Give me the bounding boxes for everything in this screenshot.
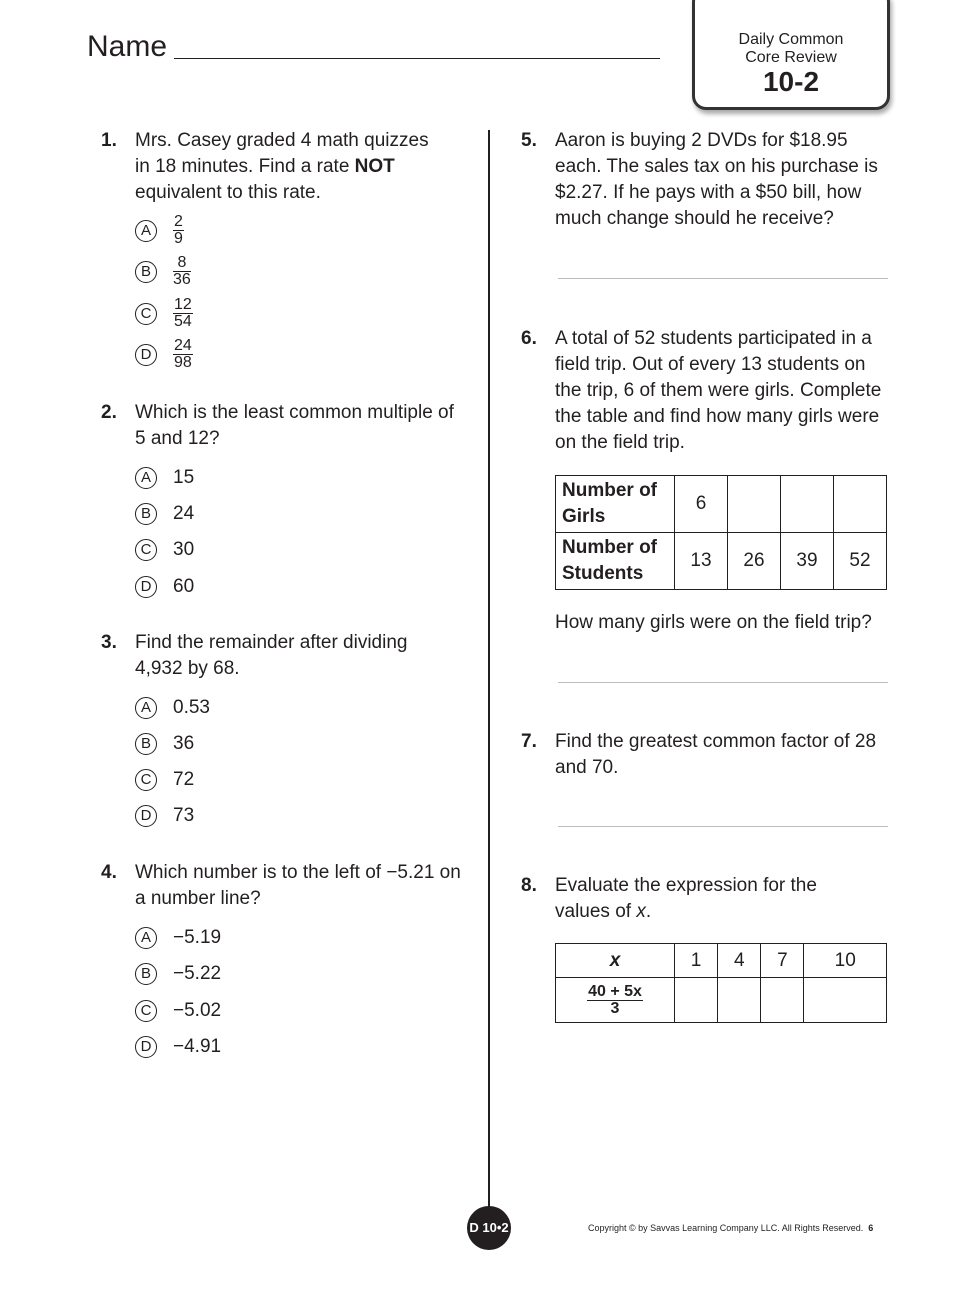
page-badge: D 10•2 [467, 1206, 511, 1250]
option-value: −5.22 [173, 963, 222, 985]
question-text: A total of 52 students participated in a field trip. Out of every 13 students on the trip, 6 of them were girls. Complete the table and find how many girls were on the field trip. [555, 328, 882, 453]
table-cell-blank[interactable] [834, 476, 887, 533]
emphasis: NOT [354, 156, 395, 177]
option-value: 72 [173, 769, 195, 791]
fraction [173, 255, 191, 288]
option-d[interactable] [135, 805, 194, 827]
question-text: Evaluate the expression for the values of [555, 875, 817, 922]
row-header: Number of Students [556, 533, 675, 590]
bubble-icon[interactable]: C [135, 769, 157, 791]
answer-line[interactable] [558, 682, 888, 683]
answer-line[interactable] [558, 826, 888, 827]
copyright [588, 1223, 873, 1233]
bubble-icon[interactable]: A [135, 467, 157, 489]
option-d[interactable] [135, 338, 193, 371]
question-number: 5. [521, 130, 537, 151]
answer-line[interactable] [558, 278, 888, 279]
option-value: −5.02 [173, 1000, 222, 1022]
table-cell-blank[interactable] [804, 978, 887, 1023]
question-number: 6. [521, 328, 537, 349]
bubble-icon[interactable]: B [135, 963, 157, 985]
question-number: 4. [101, 862, 117, 883]
option-d[interactable] [135, 1036, 221, 1058]
option-value: 73 [173, 805, 195, 827]
question-text: Aaron is buying 2 DVDs for $18.95 each. The sales tax on his purchase is $2.27. If he pays with a $50 bill, how much change should he receive? [555, 130, 878, 229]
option-b[interactable] [135, 255, 191, 288]
bubble-icon[interactable]: A [135, 220, 157, 242]
option-b[interactable] [135, 963, 221, 985]
bubble-icon[interactable]: D [135, 576, 157, 598]
table-cell: 39 [781, 533, 834, 590]
column-divider [488, 130, 490, 1220]
question-number: 8. [521, 875, 537, 896]
table-cell: 10 [804, 944, 887, 978]
table-cell: 4 [718, 944, 761, 978]
table-cell: 52 [834, 533, 887, 590]
bubble-icon[interactable]: B [135, 503, 157, 525]
question-number: 7. [521, 731, 537, 752]
table-cell: 7 [761, 944, 804, 978]
question-number: 2. [101, 402, 117, 423]
title-box [692, 0, 890, 110]
option-b[interactable] [135, 733, 194, 755]
numerator: 2 [174, 213, 183, 230]
table-row [556, 978, 887, 1023]
copyright-text: Copyright © by Savvas Learning Company LLC. All Rights Reserved. [588, 1223, 864, 1233]
table-cell-blank[interactable] [718, 978, 761, 1023]
fraction [173, 338, 193, 371]
bubble-icon[interactable]: D [135, 344, 157, 366]
lesson-code: 10-2 [762, 66, 820, 97]
title-line1: Daily Common [738, 31, 844, 48]
option-value: 0.53 [173, 697, 210, 719]
table-row [556, 533, 887, 590]
bubble-icon[interactable]: B [135, 733, 157, 755]
variable: x [636, 901, 646, 922]
table-cell-blank[interactable] [728, 476, 781, 533]
option-value: 36 [173, 733, 195, 755]
fraction [173, 297, 193, 330]
table-cell-blank[interactable] [781, 476, 834, 533]
bubble-icon[interactable]: C [135, 539, 157, 561]
name-label: Name [87, 30, 168, 63]
question-text: equivalent to this rate. [135, 182, 321, 203]
bubble-icon[interactable]: D [135, 805, 157, 827]
option-value: −5.19 [173, 927, 222, 949]
option-value: 30 [173, 539, 195, 561]
table-cell: 6 [675, 476, 728, 533]
table-cell-blank[interactable] [675, 978, 718, 1023]
bubble-icon[interactable]: D [135, 1036, 157, 1058]
option-value: 60 [173, 576, 195, 598]
question-number: 1. [101, 130, 117, 151]
table-cell-blank[interactable] [761, 978, 804, 1023]
followup-question: How many girls were on the field trip? [555, 612, 872, 633]
option-d[interactable] [135, 576, 194, 598]
option-c[interactable] [135, 1000, 221, 1022]
option-b[interactable] [135, 503, 194, 525]
bubble-icon[interactable]: B [135, 261, 157, 283]
ratio-table [555, 475, 887, 590]
numerator: 24 [174, 337, 192, 354]
numerator: 8 [173, 255, 191, 272]
expression-cell [556, 978, 675, 1023]
denominator: 54 [174, 313, 192, 330]
option-c[interactable] [135, 297, 193, 330]
question-text: Find the greatest common factor of 28 and 70. [555, 731, 877, 778]
denominator: 36 [173, 271, 191, 288]
denominator: 3 [610, 999, 620, 1017]
fraction [173, 214, 184, 247]
option-a[interactable] [135, 697, 210, 719]
option-a[interactable] [135, 214, 184, 247]
table-row [556, 476, 887, 533]
numerator: 12 [174, 296, 192, 313]
option-c[interactable] [135, 769, 194, 791]
bubble-icon[interactable]: C [135, 1000, 157, 1022]
denominator: 98 [174, 354, 192, 371]
option-a[interactable] [135, 467, 194, 489]
denominator: 9 [174, 230, 183, 247]
table-cell: 1 [675, 944, 718, 978]
option-value: −4.91 [173, 1036, 222, 1058]
bubble-icon[interactable]: A [135, 697, 157, 719]
table-row [556, 944, 887, 978]
numerator: 40 + 5x [588, 982, 642, 1000]
page-number: 6 [868, 1223, 874, 1233]
option-value: 24 [173, 503, 195, 525]
question-text: Which is the least common multiple of 5 and 12? [135, 402, 454, 449]
question-text: Mrs. Casey graded 4 math quizzes in 18 minutes. Find a rate [135, 130, 429, 177]
option-value: 15 [173, 467, 195, 489]
question-text: . [645, 901, 652, 922]
title-line2: Core Review [745, 49, 837, 66]
question-number: 3. [101, 632, 117, 653]
table-cell: 26 [728, 533, 781, 590]
table-cell: 13 [675, 533, 728, 590]
bubble-icon[interactable]: C [135, 303, 157, 325]
question-text: Which number is to the left of −5.21 on a number line? [135, 862, 461, 909]
bubble-icon[interactable]: A [135, 927, 157, 949]
name-input-line[interactable] [174, 58, 660, 59]
option-a[interactable] [135, 927, 221, 949]
question-text: Find the remainder after dividing 4,932 by 68. [135, 632, 408, 679]
row-header: x [556, 944, 675, 978]
expression-table [555, 943, 887, 1023]
row-header: Number of Girls [556, 476, 675, 533]
option-c[interactable] [135, 539, 194, 561]
